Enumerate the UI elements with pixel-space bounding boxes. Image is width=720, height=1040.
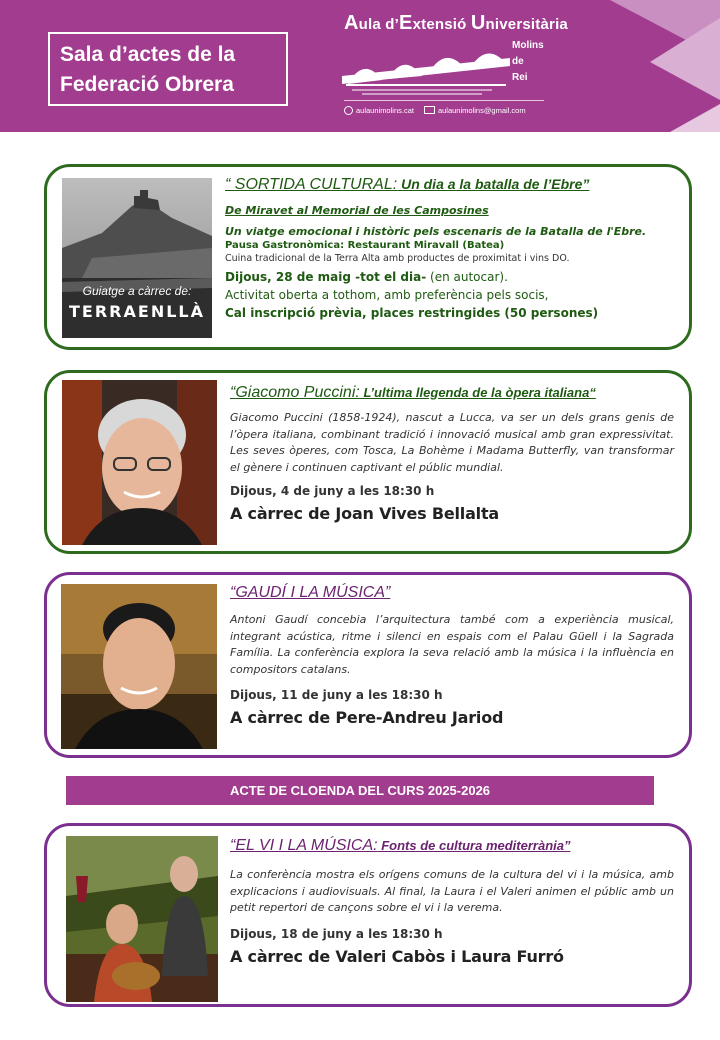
portrait-image: [61, 584, 217, 749]
closing-banner: ACTE DE CLOENDA DEL CURS 2025-2026: [66, 776, 654, 805]
event-2-title: “Giacomo Puccini: L’ultima llegenda de la òpera italiana“: [230, 384, 596, 401]
event-1-subtitle: De Miravet al Memorial de les Camposines: [225, 204, 489, 217]
event-3-description: Antoni Gaudí concebia l’arquitectura també com a experiència musical, integrant acústica, ritme i silenci en espais com el Palau Güell i la Sagrada Família. La conferència explora la seva relació amb la música i la influència en compositors catalans.: [230, 613, 674, 676]
venue-line-1: Sala d’actes de la: [60, 43, 236, 66]
event-2-date: Dijous, 4 de juny a les 18:30 h: [230, 484, 435, 498]
event-1-registration: Cal inscripció prèvia, places restringides (50 persones): [225, 306, 599, 320]
mail-icon: [424, 106, 435, 114]
speaker-photo-jariod: [61, 584, 217, 749]
event-3-date: Dijous, 11 de juny a les 18:30 h: [230, 688, 443, 702]
venue-line-2: Federació Obrera: [60, 73, 234, 96]
event-3-speaker: A càrrec de Pere-Andreu Jariod: [230, 708, 504, 727]
event-2-description: Giacomo Puccini (1858-1924), nascut a Lucca, va ser un dels grans genis de l’òpera italiana, combinant tradició i innovació musical amb gran expressivitat. Les seves òperes, com Tosca, La Bohème i Madama Butterfly, van transformar el gènere i continuen captivant el públic mundial.: [230, 411, 674, 474]
event-1-description: Un viatge emocional i històric pels escenaris de la Batalla de l'Ebre.: [225, 225, 647, 238]
speaker-photo-cabos-furro: [66, 836, 218, 1002]
event-card-gaudi: [44, 572, 692, 758]
event-4-date: Dijous, 18 de juny a les 18:30 h: [230, 926, 443, 941]
card-4-text: [230, 834, 674, 966]
event-1-pausa: Pausa Gastronòmica: Restaurant Miravall (Batea): [225, 240, 505, 251]
website-link[interactable]: aulaunimolins.cat: [356, 105, 414, 115]
logo-town: Molins de Rei: [512, 40, 544, 83]
event-1-title: “ SORTIDA CULTURAL: Un dia a la batalla de l’Ebre”: [225, 176, 590, 193]
card-1-text: [225, 173, 680, 320]
event-3-title: “GAUDÍ I LA MÚSICA”: [230, 584, 391, 601]
portrait-image: [62, 380, 217, 545]
venue-box: [48, 32, 288, 106]
event-card-sortida: [44, 164, 692, 350]
aula-logo: [340, 8, 568, 124]
event-1-date: Dijous, 28 de maig -tot el dia- (en autocar).: [225, 270, 508, 284]
bridge-logo-icon: [342, 36, 510, 98]
card-3-text: [230, 581, 674, 727]
musicians-image: [66, 836, 218, 1002]
miravet-photo: [62, 178, 212, 338]
event-1-cuina: Cuina tradicional de la Terra Alta amb productes de proximitat i vins DO.: [225, 253, 570, 264]
event-card-puccini: [44, 370, 692, 554]
event-4-speaker: A càrrec de Valeri Cabòs i Laura Furró: [230, 946, 564, 966]
guide-name: TERRAENLLÀ: [69, 302, 205, 321]
event-2-speaker: A càrrec de Joan Vives Bellalta: [230, 504, 500, 523]
header-band: [0, 0, 720, 132]
header-corner-triangles: [610, 0, 720, 132]
speaker-photo-vives: [62, 380, 217, 545]
email-link[interactable]: aulaunimolins@gmail.com: [437, 105, 526, 115]
globe-icon: [344, 106, 353, 115]
guide-label: Guiatge a càrrec de:: [82, 284, 192, 298]
event-card-vi-musica: [44, 823, 692, 1007]
logo-divider: [344, 100, 544, 101]
event-4-title: “EL VI I LA MÚSICA: Fonts de cultura mediterrània”: [230, 837, 571, 854]
card-2-text: [230, 381, 674, 523]
event-4-description: La conferència mostra els orígens comuns de la cultura del vi i la música, amb explicacions i audiovisuals. Al final, la Laura i el Valeri animen el públic amb un petit repertori de cançons sobre el vi i la verema.: [230, 868, 674, 914]
event-1-open: Activitat oberta a tothom, amb preferència pels socis,: [225, 288, 549, 302]
logo-title: Aula d’Extensió Universitària: [344, 12, 568, 34]
logo-contacts: [344, 105, 526, 115]
